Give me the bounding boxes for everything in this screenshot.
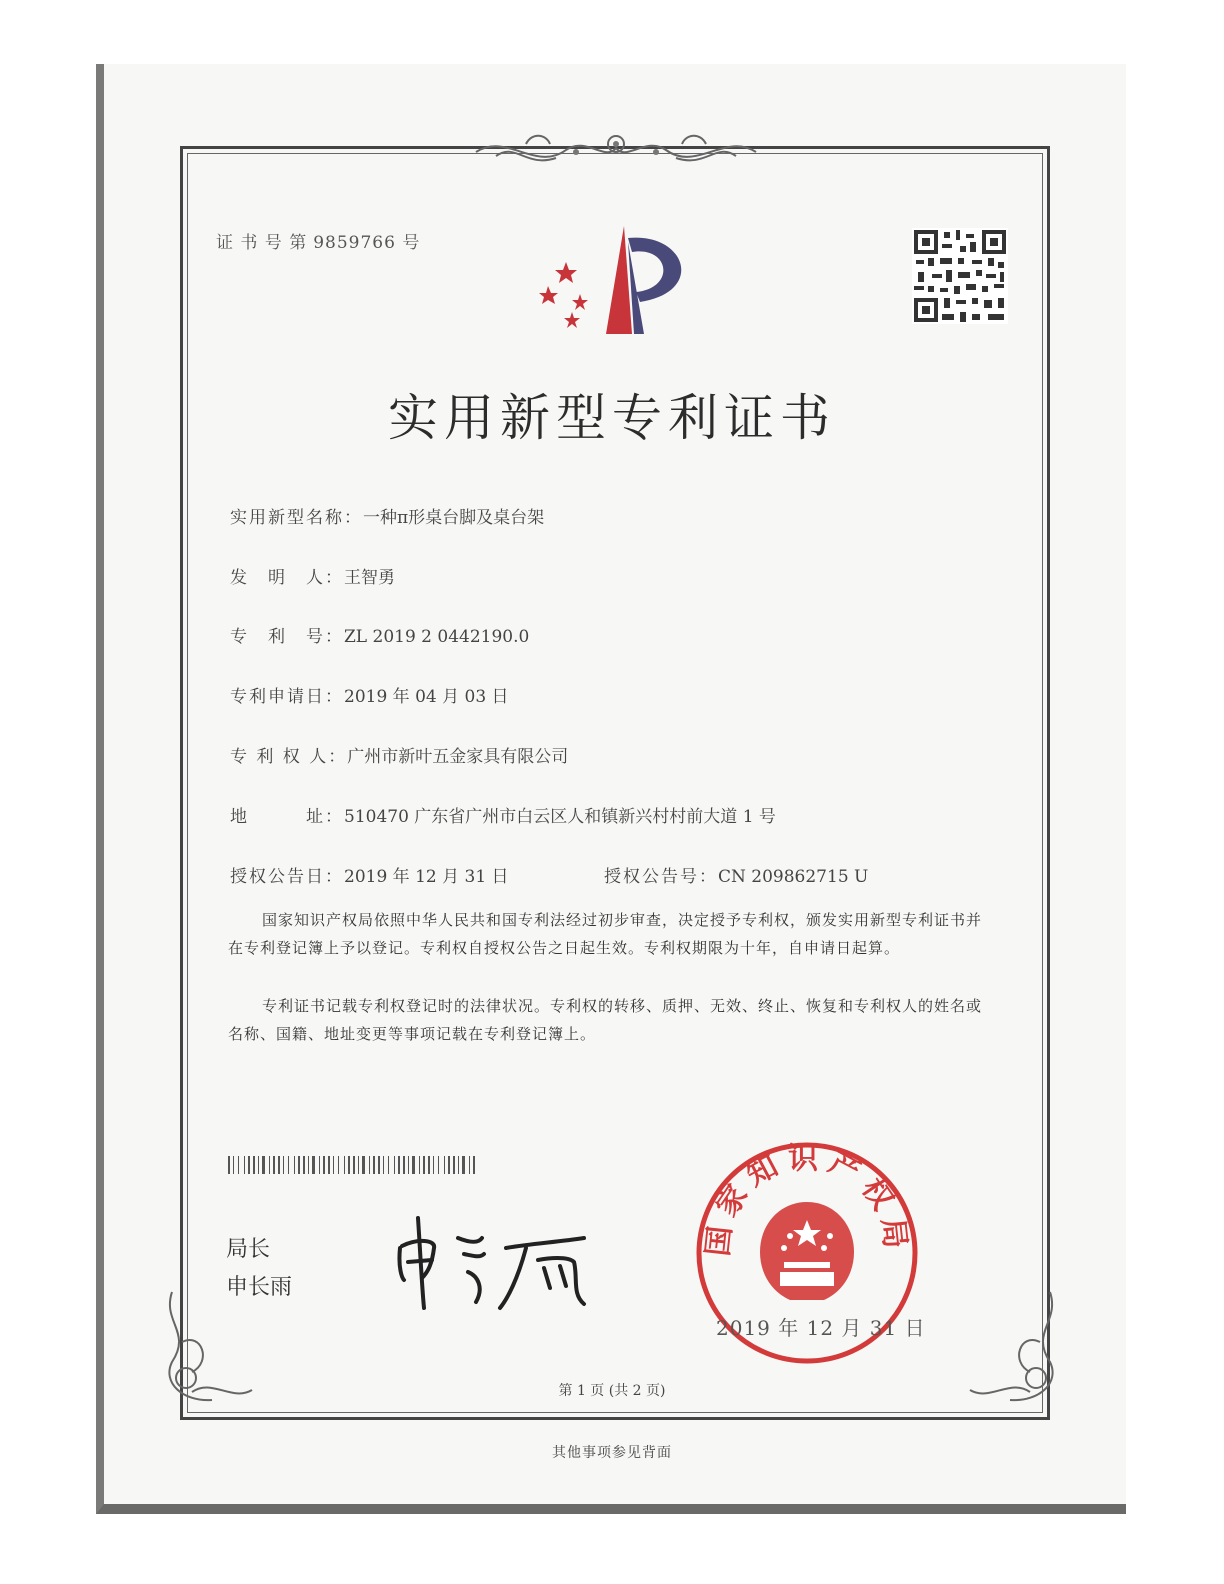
barcode-bar xyxy=(333,1156,334,1174)
footer-note: 其他事项参见背面 xyxy=(552,1445,672,1461)
barcode-bar xyxy=(262,1156,265,1174)
barcode-bar xyxy=(383,1156,384,1174)
barcode-bar xyxy=(244,1156,245,1174)
signature-icon xyxy=(388,1208,608,1318)
certificate-number-suffix: 号 xyxy=(402,233,421,253)
barcode-bar xyxy=(423,1156,425,1174)
director-name: 申长雨 xyxy=(226,1275,293,1300)
barcode-bar xyxy=(369,1156,370,1174)
field-grant-announcement-number xyxy=(604,862,868,887)
certificate-title: 实用新型专利证书 xyxy=(388,389,836,447)
field-label: 实用新型名称： xyxy=(230,508,363,528)
field-patentee xyxy=(230,742,568,767)
certificate-paragraph: 专利证书记载专利权登记时的法律状况。专利权的转移、质押、无效、终止、恢复和专利权人的姓名或名称、国籍、地址变更等事项记载在专利登记簿上。 xyxy=(228,997,983,1043)
barcode-bar xyxy=(353,1156,355,1174)
field-label: 授权公告号： xyxy=(604,867,718,887)
barcode-bar xyxy=(298,1156,300,1174)
field-value: 2019 年 12 月 31 日 xyxy=(344,867,509,887)
barcode-bar xyxy=(323,1156,325,1174)
barcode-bar xyxy=(398,1156,400,1174)
field-label: 发 明 人： xyxy=(230,568,344,588)
barcode-bar xyxy=(294,1156,295,1174)
barcode-bar xyxy=(319,1156,320,1174)
field-application-date xyxy=(230,682,509,707)
barcode-bar xyxy=(312,1156,315,1174)
page-indicator: 第 1 页 (共 2 页) xyxy=(558,1383,666,1399)
field-address xyxy=(230,802,776,827)
barcode-bar xyxy=(462,1156,465,1174)
qr-code-icon xyxy=(912,228,1008,324)
field-value: 一种π形桌台脚及桌台架 xyxy=(363,508,545,528)
field-grant-announcement-date xyxy=(230,862,509,887)
top-ornament-icon xyxy=(466,122,766,178)
certificate-number xyxy=(216,228,420,253)
field-value: 2019 年 04 月 03 日 xyxy=(344,687,509,707)
seal-date: 2019 年 12 月 31 日 xyxy=(716,1316,926,1340)
barcode-bar xyxy=(438,1156,439,1174)
barcode-bar xyxy=(358,1156,359,1174)
barcode-bar xyxy=(373,1156,375,1174)
barcode-bar xyxy=(233,1156,234,1174)
certificate-paragraph: 国家知识产权局依照中华人民共和国专利法经过初步审查，决定授予专利权，颁发实用新型专利证书并在专利登记簿上予以登记。专利权自授权公告之日起生效。专利权期限为十年，自申请日起算。 xyxy=(228,911,983,957)
field-value: 王智勇 xyxy=(344,568,395,588)
barcode-icon xyxy=(228,1156,478,1174)
director-title: 局长 xyxy=(226,1237,271,1262)
barcode-bar xyxy=(338,1156,339,1174)
field-label: 地 址： xyxy=(230,807,344,827)
field-label: 专利申请日： xyxy=(230,687,344,707)
field-value: 510470 广东省广州市白云区人和镇新兴村村前大道 1 号 xyxy=(344,807,776,827)
barcode-bar xyxy=(308,1156,309,1174)
barcode-bar xyxy=(433,1156,434,1174)
barcode-bar xyxy=(473,1156,475,1174)
barcode-bar xyxy=(344,1156,345,1174)
barcode-bar xyxy=(228,1156,230,1174)
barcode-bar xyxy=(378,1156,380,1174)
certificate-number-label: 证 书 号 第 xyxy=(216,233,308,253)
field-label: 专 利 权 人： xyxy=(230,747,348,767)
barcode-bar xyxy=(273,1156,275,1174)
certificate-number-value: 9859766 xyxy=(313,233,396,253)
barcode-bar xyxy=(258,1156,259,1174)
field-inventor xyxy=(230,563,395,588)
barcode-bar xyxy=(458,1156,459,1174)
field-utility-model-name xyxy=(230,503,544,528)
barcode-bar xyxy=(394,1156,395,1174)
field-value: CN 209862715 U xyxy=(718,867,869,887)
barcode-bar xyxy=(278,1156,280,1174)
barcode-bar xyxy=(453,1156,455,1174)
barcode-bar xyxy=(419,1156,420,1174)
field-label: 专 利 号： xyxy=(230,627,344,647)
barcode-bar xyxy=(444,1156,445,1174)
barcode-bar xyxy=(348,1156,350,1174)
cnipa-logo-icon xyxy=(536,222,696,342)
barcode-bar xyxy=(408,1156,409,1174)
barcode-bar xyxy=(303,1156,305,1174)
barcode-bar xyxy=(469,1156,470,1174)
field-label: 授权公告日： xyxy=(230,867,344,887)
field-value: 广州市新叶五金家具有限公司 xyxy=(347,747,569,767)
barcode-bar xyxy=(412,1156,415,1174)
barcode-bar xyxy=(248,1156,250,1174)
field-patent-number xyxy=(230,622,529,647)
barcode-bar xyxy=(428,1156,430,1174)
barcode-bar xyxy=(328,1156,330,1174)
barcode-bar xyxy=(448,1156,450,1174)
barcode-bar xyxy=(269,1156,270,1174)
barcode-bar xyxy=(283,1156,284,1174)
barcode-bar xyxy=(403,1156,405,1174)
field-value: ZL 2019 2 0442190.0 xyxy=(344,627,530,647)
seal-text: 国家知识产权局 xyxy=(700,1141,914,1258)
barcode-bar xyxy=(288,1156,289,1174)
barcode-bar xyxy=(238,1156,239,1174)
barcode-bar xyxy=(362,1156,365,1174)
barcode-bar xyxy=(253,1156,255,1174)
barcode-bar xyxy=(388,1156,389,1174)
